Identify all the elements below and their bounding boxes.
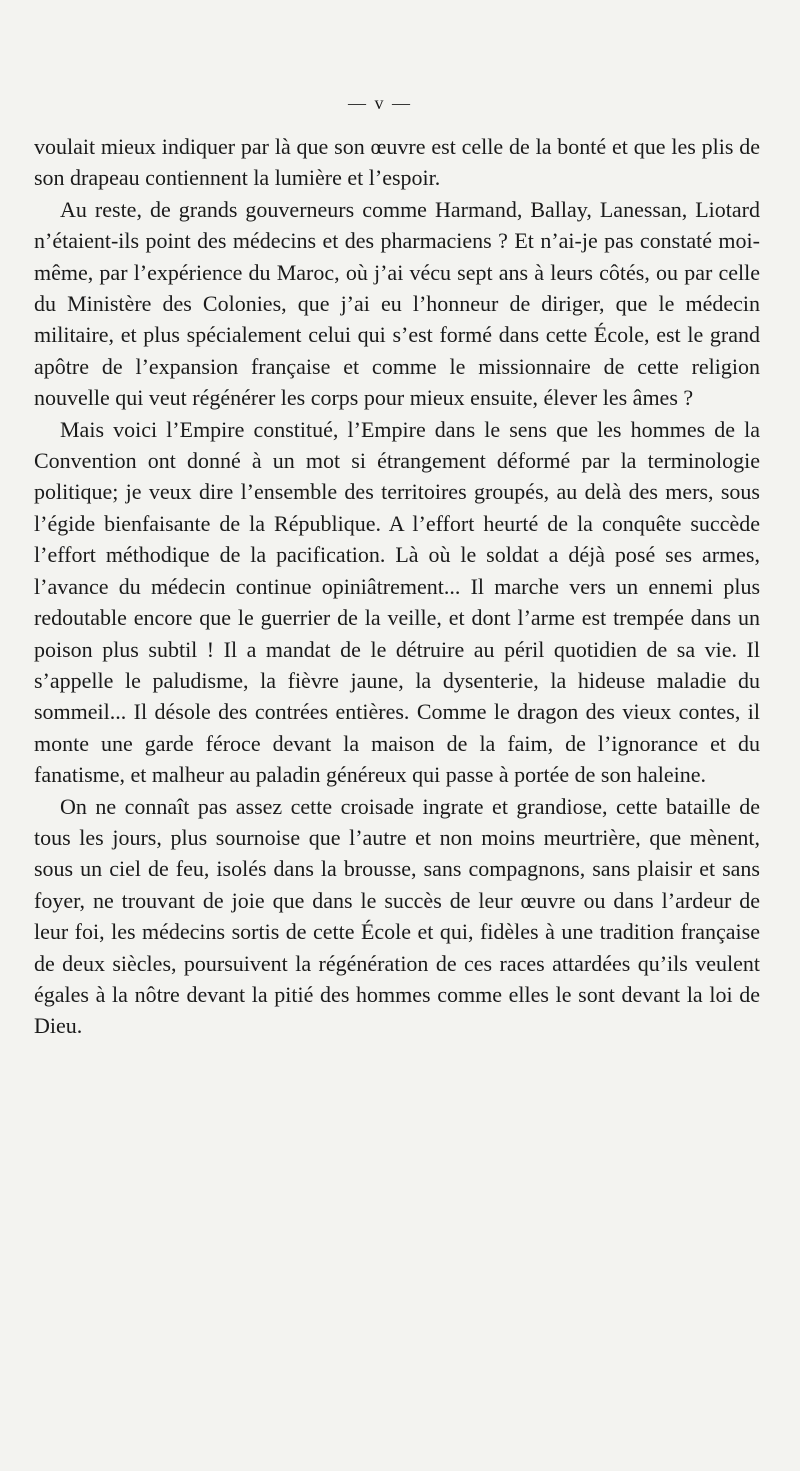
paragraph-3: Mais voici l’Empire constitué, l’Empire dans le sens que les hommes de la Convention ont donné à un mot si étrangement déformé par la terminologie politique; je veux dire l’ensemble des territoires groupés, au delà des mers, sous l’égide bienfaisante de la République. A l’effort heurté de la conquête succède l’effort méthodique de la pacification. Là où le soldat a déjà posé ses armes, l’avance du médecin continue opiniâtrement... Il marche vers un ennemi plus redoutable encore que le guerrier de la veille, et dont l’arme est trempée dans un poison plus subtil ! Il a mandat de le détruire au péril quotidien de sa vie. Il s’appelle le paludisme, la fièvre jaune, la dysenterie, la hideuse maladie du sommeil... Il désole des contrées entières. Comme le dragon des vieux contes, il monte une garde féroce devant la maison de la faim, de l’ignorance et du fanatisme, et malheur au paladin généreux qui passe à portée de son haleine. (34, 416, 760, 788)
paragraph-4: On ne connaît pas assez cette croisade ingrate et grandiose, cette bataille de tous les jours, plus sournoise que l’autre et non moins meurtrière, que mènent, sous un ciel de feu, isolés dans la brousse, sans compagnons, sans plaisir et sans foyer, ne trouvant de joie que dans le succès de leur œuvre ou dans l’ardeur de leur foi, les médecins sortis de cette École et qui, fidèles à une tradition française de deux siècles, poursuivent la régénération de ces races attardées qu’ils veulent égales à la nôtre devant la pitié des hommes comme elles le sont devant la loi de Dieu. (34, 793, 760, 1039)
paragraph-2: Au reste, de grands gouverneurs comme Harmand, Ballay, Lanessan, Liotard n’étaient-ils point des médecins et des pharmaciens ? Et n’ai-je pas constaté moi-même, par l’expérience du Maroc, où j’ai vécu sept ans à leurs côtés, ou par celle du Ministère des Colonies, que j’ai eu l’honneur de diriger, que le médecin militaire, et plus spécialement celui qui s’est formé dans cette École, est le grand apôtre de l’expansion française et comme le missionnaire de cette religion nouvelle qui veut régénérer les corps pour mieux ensuite, élever les âmes ? (34, 196, 760, 411)
page-number: — v — (348, 93, 412, 113)
paragraph-1: voulait mieux indiquer par là que son œuvre est celle de la bonté et que les plis de son drapeau contiennent la lumière et l’espoir. (34, 134, 760, 191)
body-text (34, 131, 760, 1042)
